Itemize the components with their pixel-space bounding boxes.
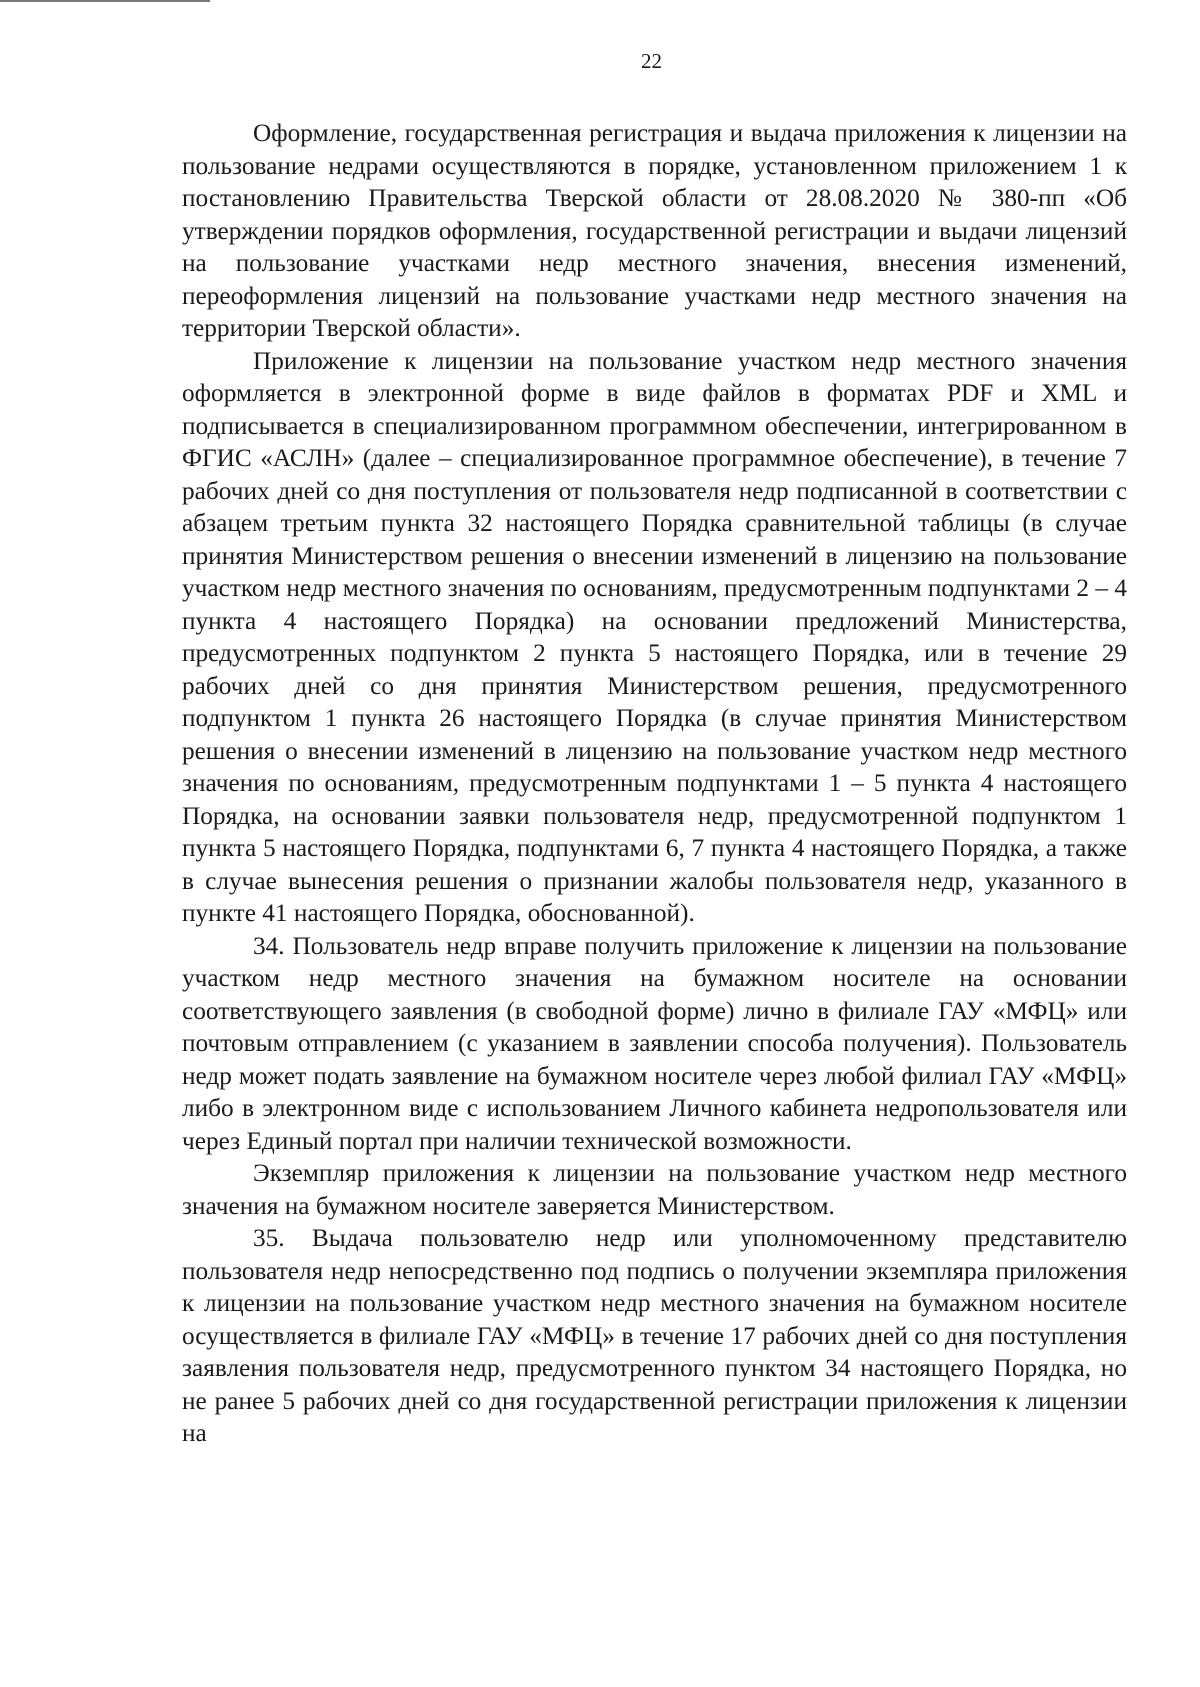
page-number: 22 <box>641 49 662 73</box>
document-body <box>182 117 1127 1450</box>
scan-edge-line <box>0 0 210 2</box>
paragraph-35-issuance: 35. Выдача пользователю недр или уполномоченному представителю пользователя недр непосредственно под подпись о получении экземпляра приложения к лицензии на пользование участком недр местного значения на бумажном носителе осуществляется в филиале ГАУ «МФЦ» в течение 17 рабочих дней со дня поступления заявления пользователя недр, предусмотренного пунктом 34 настоящего Порядка, но не ранее 5 рабочих дней со дня государственной регистрации приложения к лицензии на <box>182 1224 1127 1447</box>
paragraph-registration-order: Оформление, государственная регистрация и выдача приложения к лицензии на пользование недрами осуществляются в порядке, установленном приложением 1 к постановлению Правительства Тверской области от 28.08.2020 № 380-пп «Об утверждении порядков оформления, государственной регистрации и выдачи лицензий на пользование участками недр местного значения, внесения изменений, переоформления лицензий на пользование участками недр местного значения на территории Тверской области». <box>182 119 1127 342</box>
paragraph-copy-certification: Экземпляр приложения к лицензии на пользование участком недр местного значения на бумажном носителе заверяется Министерством. <box>182 1159 1127 1220</box>
paragraph-electronic-form: Приложение к лицензии на пользование участком недр местного значения оформляется в электронной форме в виде файлов в форматах PDF и XML и подписывается в специализированном программном обеспечении, интегрированном в ФГИС «АСЛН» (далее – специализированное программное обеспечение), в течение 7 рабочих дней со дня поступления от пользователя недр подписанной в соответствии с абзацем третьим пункта 32 настоящего Порядка сравнительной таблицы (в случае принятия Министерством решения о внесении изменений в лицензию на пользование участком недр местного значения по основаниям, предусмотренным подпунктами 2 – 4 пункта 4 настоящего Порядка) на основании предложений Министерства, предусмотренных подпунктом 2 пункта 5 настоящего Порядка, или в течение 29 рабочих дней со дня принятия Министерством решения, предусмотренного подпунктом 1 пункта 26 настоящего Порядка (в случае принятия Министерством решения о внесении изменений в лицензию на пользование участком недр местного значения по основаниям, предусмотренным подпунктами 1 – 5 пункта 4 настоящего Порядка, на основании заявки пользователя недр, предусмотренной подпунктом 1 пункта 5 настоящего Порядка, подпунктами 6, 7 пункта 4 настоящего Порядка, а также в случае вынесения решения о признании жалобы пользователя недр, указанного в пункте 41 настоящего Порядка, обоснованной). <box>182 346 1127 927</box>
paragraph-34-paper-copy: 34. Пользователь недр вправе получить приложение к лицензии на пользование участком недр местного значения на бумажном носителе на основании соответствующего заявления (в свободной форме) лично в филиале ГАУ «МФЦ» или почтовым отправлением (с указанием в заявлении способа получения). Пользователь недр может подать заявление на бумажном носителе через любой филиал ГАУ «МФЦ» либо в электронном виде с использованием Личного кабинета недропользователя или через Единый портал при наличии технической возможности. <box>182 931 1127 1155</box>
